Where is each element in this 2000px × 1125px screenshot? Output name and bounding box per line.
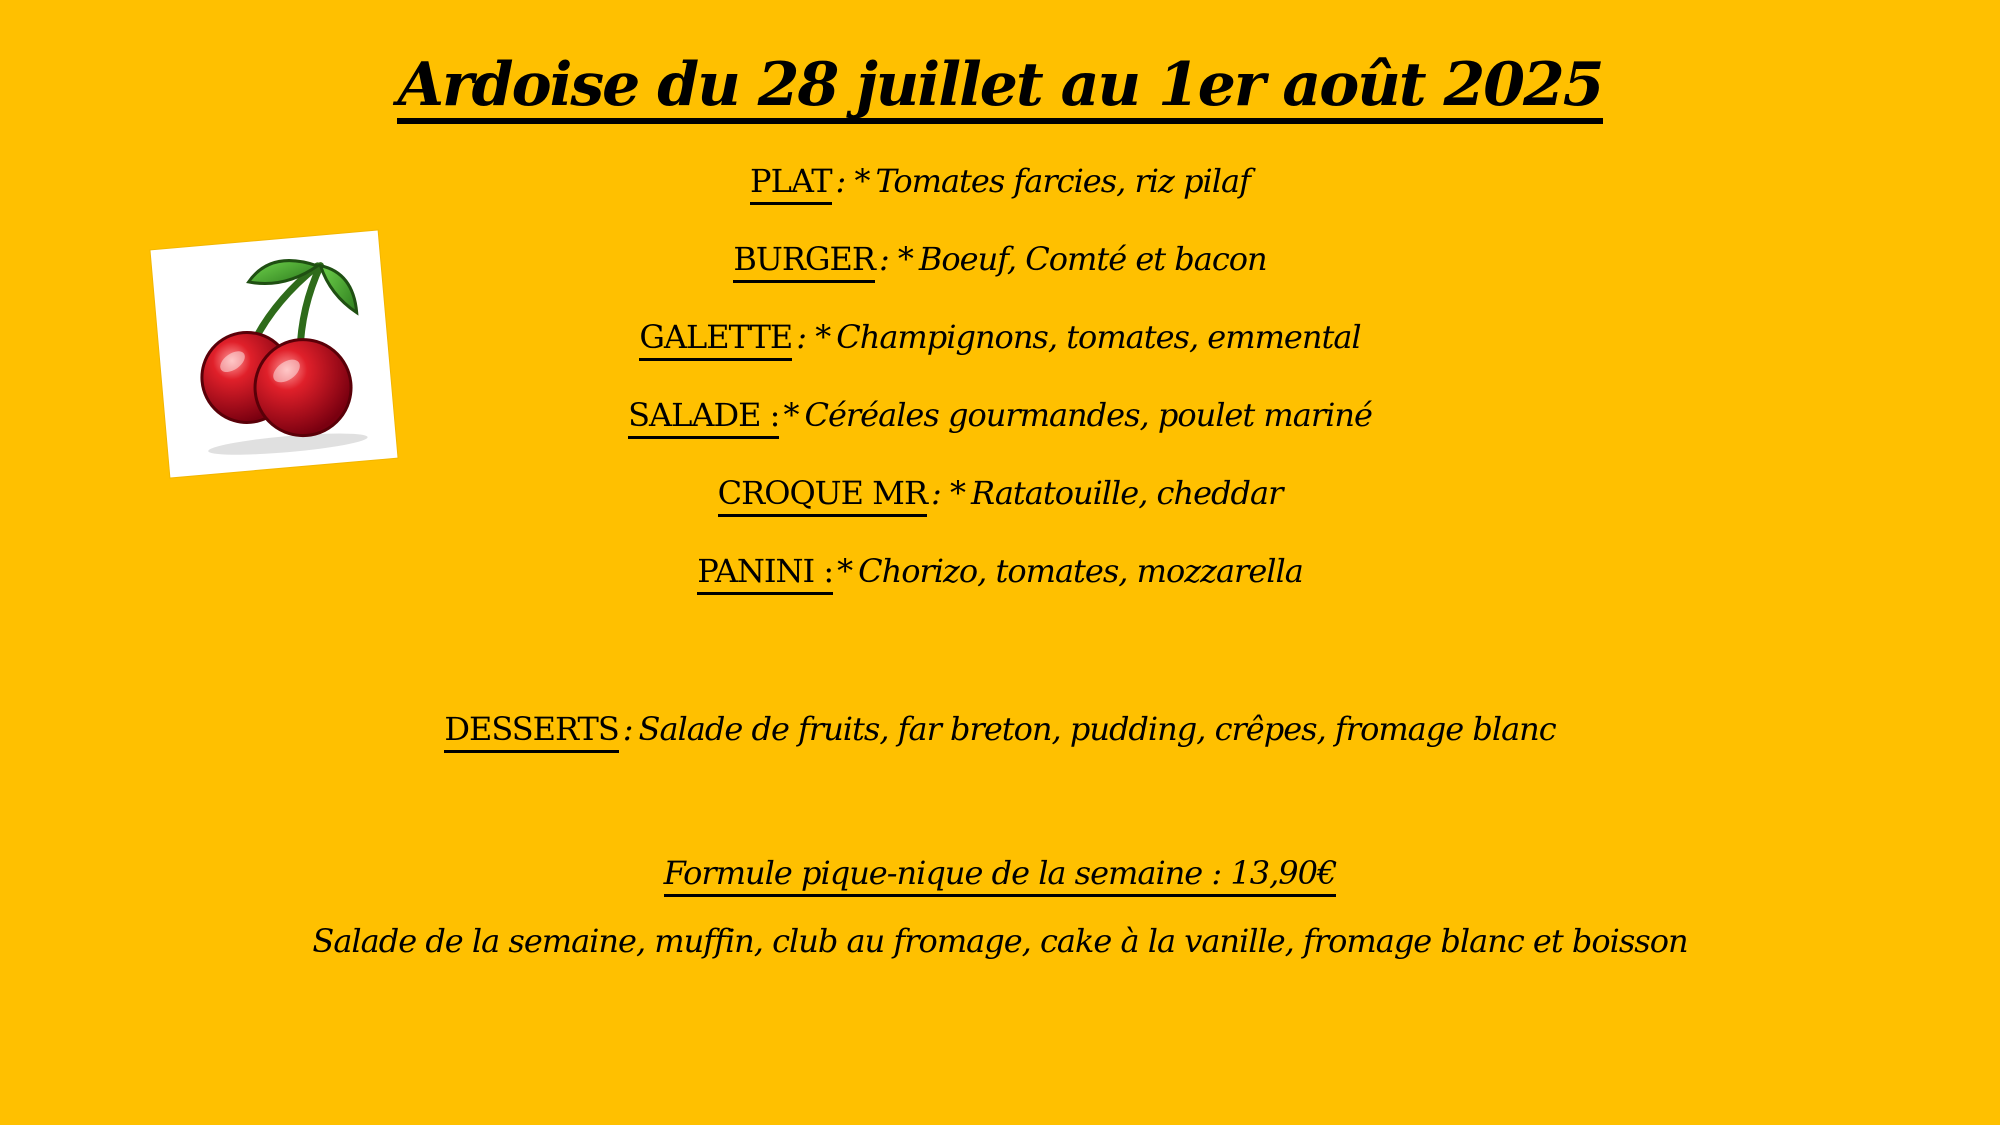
desserts-sep: :: [622, 710, 633, 748]
menu-item-galette: [0, 318, 2000, 361]
menu-item-sep: *: [783, 396, 799, 434]
menu-item-burger: [0, 240, 2000, 283]
menu-item-sep: : *: [796, 318, 831, 356]
menu-item-sep: : *: [878, 240, 913, 278]
menu-item-croque: [0, 474, 2000, 517]
page-title: [0, 52, 2000, 124]
desserts-label: DESSERTS: [444, 710, 618, 753]
menu-item-panini: [0, 552, 2000, 595]
menu-item-sep: *: [837, 552, 853, 590]
picnic-description-text: Salade de la semaine, muffin, club au fromage, cake à la vanille, fromage blanc et boisson: [312, 922, 1688, 960]
menu-item-sep: : *: [931, 474, 965, 512]
picnic-description: [0, 922, 2000, 960]
menu-item-text: Boeuf, Comté et bacon: [918, 240, 1267, 278]
menu-item-text: Céréales gourmandes, poulet mariné: [804, 396, 1372, 434]
menu-item-text: Tomates farcies, riz pilaf: [875, 162, 1250, 200]
menu-item-text: Ratatouille, cheddar: [970, 474, 1283, 512]
menu-item-salade: [0, 396, 2000, 439]
page-title-text: Ardoise du 28 juillet au 1er août 2025: [397, 52, 1602, 124]
menu-item-text: Champignons, tomates, emmental: [836, 318, 1361, 356]
menu-item-label: BURGER: [733, 240, 875, 283]
menu-item-label: SALADE :: [628, 396, 779, 439]
menu-item-label: PLAT: [750, 162, 831, 205]
menu-item-text: Chorizo, tomates, mozzarella: [858, 552, 1303, 590]
menu-item-label: CROQUE MR: [718, 474, 927, 517]
menu-item-label: PANINI :: [697, 552, 833, 595]
desserts-line: [0, 710, 2000, 753]
menu-item-sep: : *: [835, 162, 870, 200]
desserts-text: Salade de fruits, far breton, pudding, crêpes, fromage blanc: [638, 710, 1556, 748]
picnic-heading: [0, 854, 2000, 897]
menu-item-plat: [0, 162, 2000, 205]
picnic-heading-text: Formule pique-nique de la semaine : 13,90€: [664, 854, 1337, 897]
menu-item-label: GALETTE: [639, 318, 792, 361]
